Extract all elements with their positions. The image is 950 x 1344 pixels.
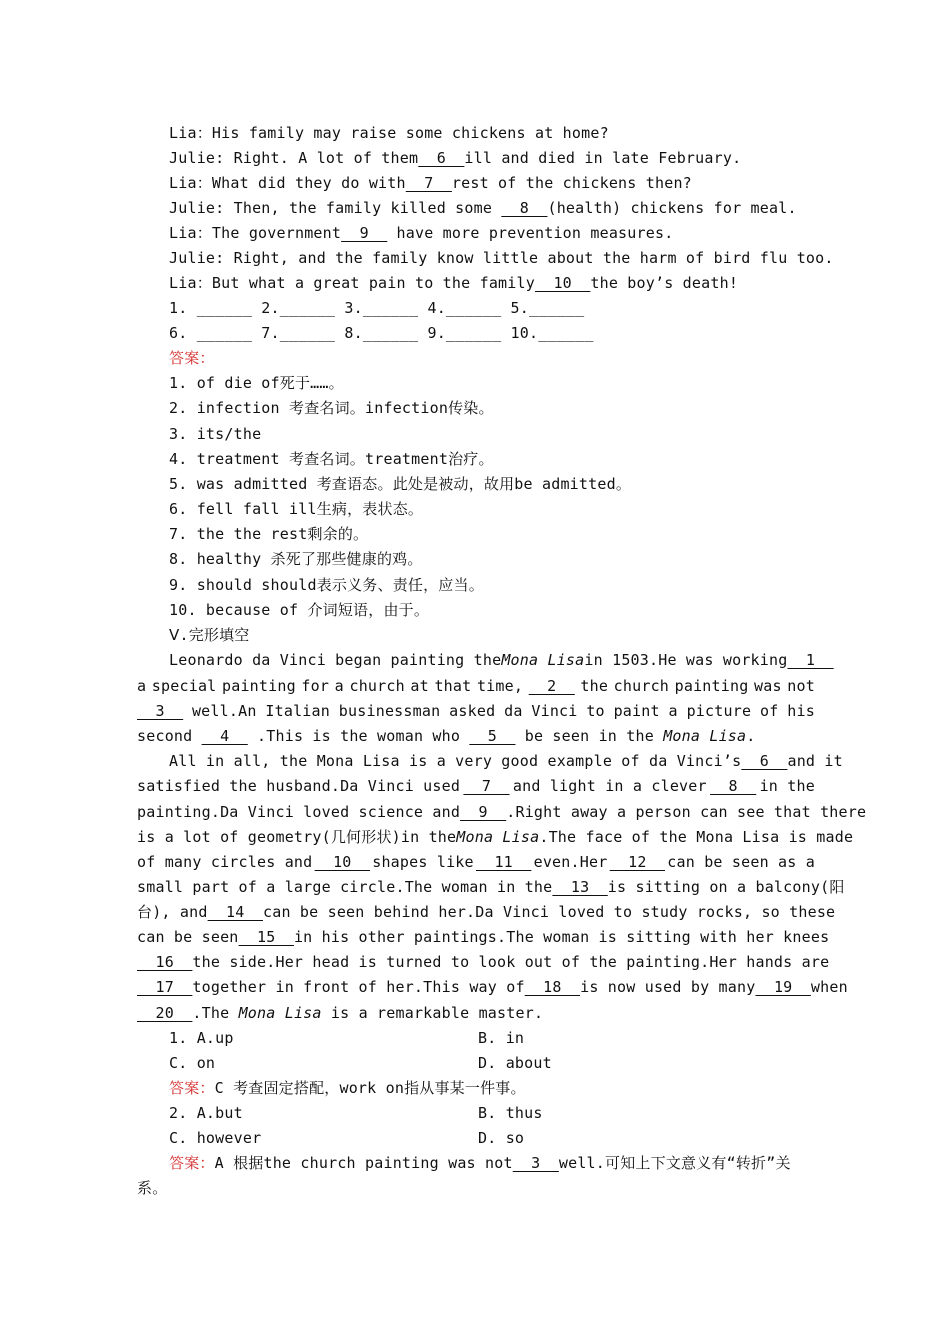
question-2-answer-cont: 系。 [137,1179,168,1197]
blank-7: 7 [463,777,510,795]
passage-title-italic: Mona Lisa [238,1004,322,1022]
passage-title-italic: Mona Lisa [456,828,540,846]
dialogue-text: Lia：The government [169,224,342,242]
passage-text: is now used by many [580,978,756,996]
dialogue-text: Lia：What did they do with [169,174,406,192]
passage-word: that [434,677,472,695]
answer-item: 5. was admitted 考查语态。此处是被动，故用be admitted。 [169,475,632,493]
dialogue-text: Lia：But what a great pain to the family [169,274,535,292]
passage-word: was [754,677,782,695]
question-2-option-b: B. thus [478,1104,543,1122]
question-1-option-d: D. about [478,1054,552,1072]
blank-18: 18 [524,978,581,996]
passage-text: even.Her [533,853,608,871]
passage-line [137,977,848,997]
passage-text: second [137,727,193,745]
passage-text: Leonardo da Vinci began painting the [169,651,502,669]
answer-row [169,323,594,343]
blank-3: 3 [137,702,184,720]
answer-item: 8. healthy 杀死了那些健康的鸡。 [169,550,423,568]
dialogue-text: the boy’s death! [590,274,739,292]
dialogue-text: (health) chickens for meal. [547,199,797,217]
blank-13: 13 [552,878,608,896]
section-title: Ⅴ.完形填空 [169,626,250,644]
passage-text: and it [787,752,843,770]
passage-text: of many circles and [137,853,313,871]
answer-item: 1. of die of死于……。 [169,374,344,392]
answer-text: C 考查固定搭配，work on指从事某一件事。 [214,1079,526,1097]
passage-text: the side.Her head is turned to look out of the painting.Her hands are [192,953,830,971]
dialogue-line [169,173,692,193]
blank-7: 7 [405,174,452,192]
passage-text: .The face of the Mona Lisa is made [539,828,854,846]
passage-text: be seen in the [524,727,654,745]
dialogue-text: ill and died in late February. [464,149,742,167]
passage-text: satisfied the husband.Da Vinci used [137,777,461,795]
question-1-option-a: 1. A.up [169,1029,234,1047]
passage-word: his [787,702,815,720]
blank-17: 17 [137,978,193,996]
blank-5: 5 [469,727,516,745]
blank-8: 8 [710,777,757,795]
blank-3: 3 [512,1154,559,1172]
question-2-option-d: D. so [478,1129,525,1147]
passage-word: well.An [191,702,257,720]
passage-text: when [810,978,848,996]
passage-line [137,776,815,796]
blank-20: 20 [137,1004,193,1022]
answer-label: 答案： [169,1079,215,1097]
blank-10: 10 [314,853,370,871]
passage-word: paint [613,702,660,720]
passage-text: can be seen [137,928,239,946]
blank-2: 2 [528,677,575,695]
blank-12: 12 [609,853,666,871]
dialogue-line [169,123,609,143]
passage-line: second 4 .This is the woman who 5 be seen in the Mona Lisa. [137,727,756,745]
answer-item: 9. should should表示义务、责任，应当。 [169,576,484,594]
answer-row-text: 1. ______ 2.______ 3.______ 4.______ 5.______ [169,299,585,317]
passage-text: is sitting on a balcony(阳 [607,878,845,896]
passage-line [137,827,854,847]
answer-text: A 根据the church painting was not [214,1154,513,1172]
passage-word: Italian [265,702,330,720]
passage-title-italic: Mona Lisa [663,727,747,745]
answer-item: 7. the the rest剩余的。 [169,525,369,543]
passage-text: in 1503.He was working [584,651,788,669]
blank-16: 16 [137,953,193,971]
question-2-option-a: 2. A.but [169,1104,243,1122]
passage-text: in his other paintings.The woman is sitting with her knees [293,928,830,946]
answer-row [169,298,584,318]
dialogue-text: Lia：His family may raise some chickens at home? [169,124,609,142]
blank-15: 15 [238,928,294,946]
passage-word: time, [476,677,524,695]
passage-word: painting [221,677,296,695]
passage-word: of [759,702,779,720]
passage-word: Vinci [531,702,578,720]
passage-word: picture [686,702,752,720]
passage-text: can be seen as a [667,853,815,871]
passage-text: can be seen behind her.Da Vinci loved to study rocks, so these [262,903,836,921]
passage-text: .The [192,1004,230,1022]
dialogue-text: Julie: Then, the family killed some [169,199,493,217]
dialogue-line [169,223,673,243]
answer-item: 6. fell fall ill生病，表状态。 [169,500,424,518]
passage-line [169,650,834,670]
passage-text: is a remarkable master. [330,1004,544,1022]
passage-word: to [586,702,605,720]
passage-word: da [504,702,523,720]
passage-line [137,802,867,822]
passage-text: .Right away a person can see that there [506,803,867,821]
blank-10: 10 [534,274,591,292]
answer-item: 10. because of 介词短语，由于。 [169,601,430,619]
passage-word: for [301,677,330,695]
answer-text: well.可知上下文意义有“转折”关 [558,1154,791,1172]
passage-text: in the [759,777,815,795]
dialogue-text: Julie: Right. A lot of them [169,149,419,167]
blank-8: 8 [501,199,548,217]
passage-word: asked [449,702,496,720]
blank-19: 19 [755,978,811,996]
blank-6: 6 [741,752,788,770]
blank-14: 14 [207,903,263,921]
question-2-answer [169,1153,791,1173]
passage-line [137,952,830,972]
blank-11: 11 [475,853,532,871]
passage-line [137,902,836,922]
passage-line [137,927,830,947]
passage-word: at [410,677,429,695]
passage-word: church [349,677,405,695]
answer-item: 4. treatment 考查名词。treatment治疗。 [169,450,494,468]
passage-line [137,1003,543,1023]
blank-1: 1 [787,651,834,669]
blank-6: 6 [418,149,465,167]
passage-word: a [668,702,678,720]
passage-text: shapes like [372,853,474,871]
passage-word: the [580,677,609,695]
passage-text: All in all, the Mona Lisa is a very good example of da Vinci’s [169,752,742,770]
answer-row-text: 6. ______ 7.______ 8.______ 9.______ 10.______ [169,324,594,342]
question-1-option-b: B. in [478,1029,525,1047]
passage-text: .This is the woman who [257,727,461,745]
passage-word: special [151,677,217,695]
passage-line [137,676,815,696]
dialogue-text: Julie: Right, and the family know little about the harm of bird flu too. [169,249,834,267]
dialogue-line [169,148,741,168]
passage-word: a [137,677,147,695]
passage-word: painting [674,677,749,695]
answer-label: 答案： [169,1154,215,1172]
dialogue-line [169,273,738,293]
passage-word: a [334,677,344,695]
passage-text: painting.Da Vinci loved science and [137,803,461,821]
passage-text: 台), and [137,903,208,921]
blank-9: 9 [341,224,388,242]
passage-word: businessman [338,702,441,720]
question-2-option-c: C. however [169,1129,262,1147]
passage-line [137,701,815,721]
question-1-answer [169,1078,526,1098]
question-1-option-c: C. on [169,1054,216,1072]
dialogue-text: rest of the chickens then? [451,174,692,192]
passage-text: and light in a clever [512,777,707,795]
passage-text: is a lot of geometry(几何形状)in the [137,828,457,846]
blank-4: 4 [201,727,248,745]
blank-9: 9 [460,803,507,821]
passage-word: church [613,677,670,695]
passage-line [137,852,815,872]
answer-item: 3. its/the [169,425,262,443]
passage-text: small part of a large circle.The woman in the [137,878,553,896]
answer-label: 答案： [169,349,215,367]
passage-text: together in front of her.This way of [192,978,525,996]
dialogue-line [169,248,834,268]
passage-line [137,877,845,897]
dialogue-line [169,198,797,218]
passage-word: not [787,677,815,695]
passage-title-italic: Mona Lisa [501,651,585,669]
answer-item: 2. infection 考查名词。infection传染。 [169,399,494,417]
passage-line [169,751,843,771]
dialogue-text: have more prevention measures. [396,224,674,242]
